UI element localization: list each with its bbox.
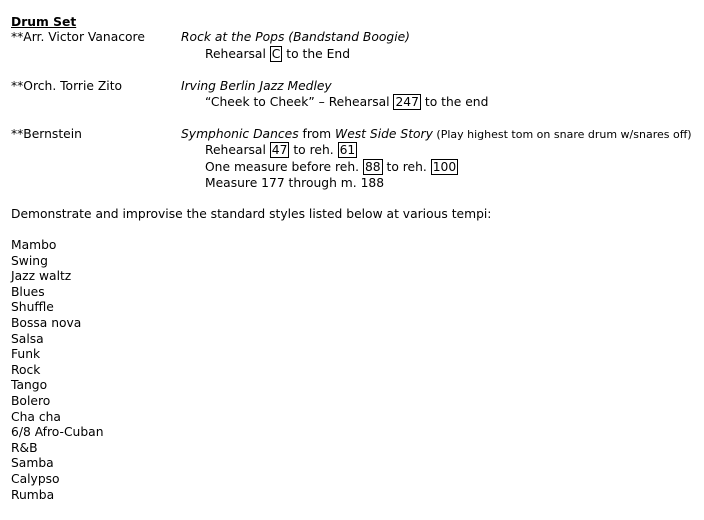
excerpt-line bbox=[205, 95, 488, 110]
style-item: Rumba bbox=[11, 487, 55, 502]
style-item: 6/8 Afro-Cuban bbox=[11, 425, 104, 440]
excerpt-line: Measure 177 through m. 188 bbox=[205, 176, 385, 190]
style-item: Salsa bbox=[11, 331, 44, 346]
section-heading: Drum Set bbox=[11, 15, 77, 29]
style-item: Samba bbox=[11, 456, 54, 471]
styles-list bbox=[11, 238, 104, 503]
excerpt-text: One measure before reh. bbox=[205, 160, 363, 174]
excerpt-text: to reh. bbox=[289, 143, 338, 157]
title-rock-at-the-pops: Rock at the Pops (Bandstand Boogie) bbox=[181, 30, 410, 44]
style-item: R&B bbox=[11, 440, 38, 455]
title-symphonic-dances bbox=[181, 127, 692, 142]
performance-note: (Play highest tom on snare drum w/snares off) bbox=[432, 128, 692, 141]
excerpt-text: “Cheek to Cheek” – Rehearsal bbox=[205, 95, 394, 109]
excerpt-line bbox=[205, 160, 458, 175]
composer-zito: **Orch. Torrie Zito bbox=[11, 79, 123, 93]
excerpt-text: Rehearsal bbox=[205, 143, 270, 157]
rehearsal-box: C bbox=[271, 47, 281, 61]
excerpt-text: to the end bbox=[420, 95, 489, 109]
title-part: Symphonic Dances bbox=[181, 127, 299, 141]
style-item: Cha cha bbox=[11, 409, 61, 424]
style-item: Tango bbox=[11, 378, 48, 393]
excerpt-text: Rehearsal bbox=[205, 47, 270, 61]
style-item: Calypso bbox=[11, 471, 60, 486]
rehearsal-box: 100 bbox=[432, 160, 457, 174]
style-item: Mambo bbox=[11, 238, 57, 252]
composer-bernstein: **Bernstein bbox=[11, 127, 82, 141]
title-irving-berlin: Irving Berlin Jazz Medley bbox=[181, 79, 332, 93]
style-item: Bossa nova bbox=[11, 315, 82, 330]
excerpt-line bbox=[205, 47, 350, 62]
rehearsal-box: 247 bbox=[395, 95, 419, 109]
style-item: Shuffle bbox=[11, 300, 54, 315]
title-part: West Side Story bbox=[335, 127, 433, 141]
style-item: Bolero bbox=[11, 393, 51, 408]
composer-vanacore: **Arr. Victor Vanacore bbox=[11, 30, 145, 44]
title-connector: from bbox=[298, 127, 336, 141]
style-item: Swing bbox=[11, 253, 48, 268]
excerpt-text: to reh. bbox=[382, 160, 431, 174]
style-item: Blues bbox=[11, 284, 45, 299]
instruction-text: Demonstrate and improvise the standard styles listed below at various tempi: bbox=[11, 207, 492, 221]
style-item: Rock bbox=[11, 362, 41, 377]
excerpt-line bbox=[205, 143, 357, 158]
style-item: Jazz waltz bbox=[11, 269, 72, 284]
style-item: Funk bbox=[11, 347, 41, 362]
excerpt-text: to the End bbox=[282, 47, 350, 61]
rehearsal-box: 88 bbox=[364, 160, 381, 174]
rehearsal-box: 61 bbox=[339, 143, 356, 157]
rehearsal-box: 47 bbox=[271, 143, 288, 157]
